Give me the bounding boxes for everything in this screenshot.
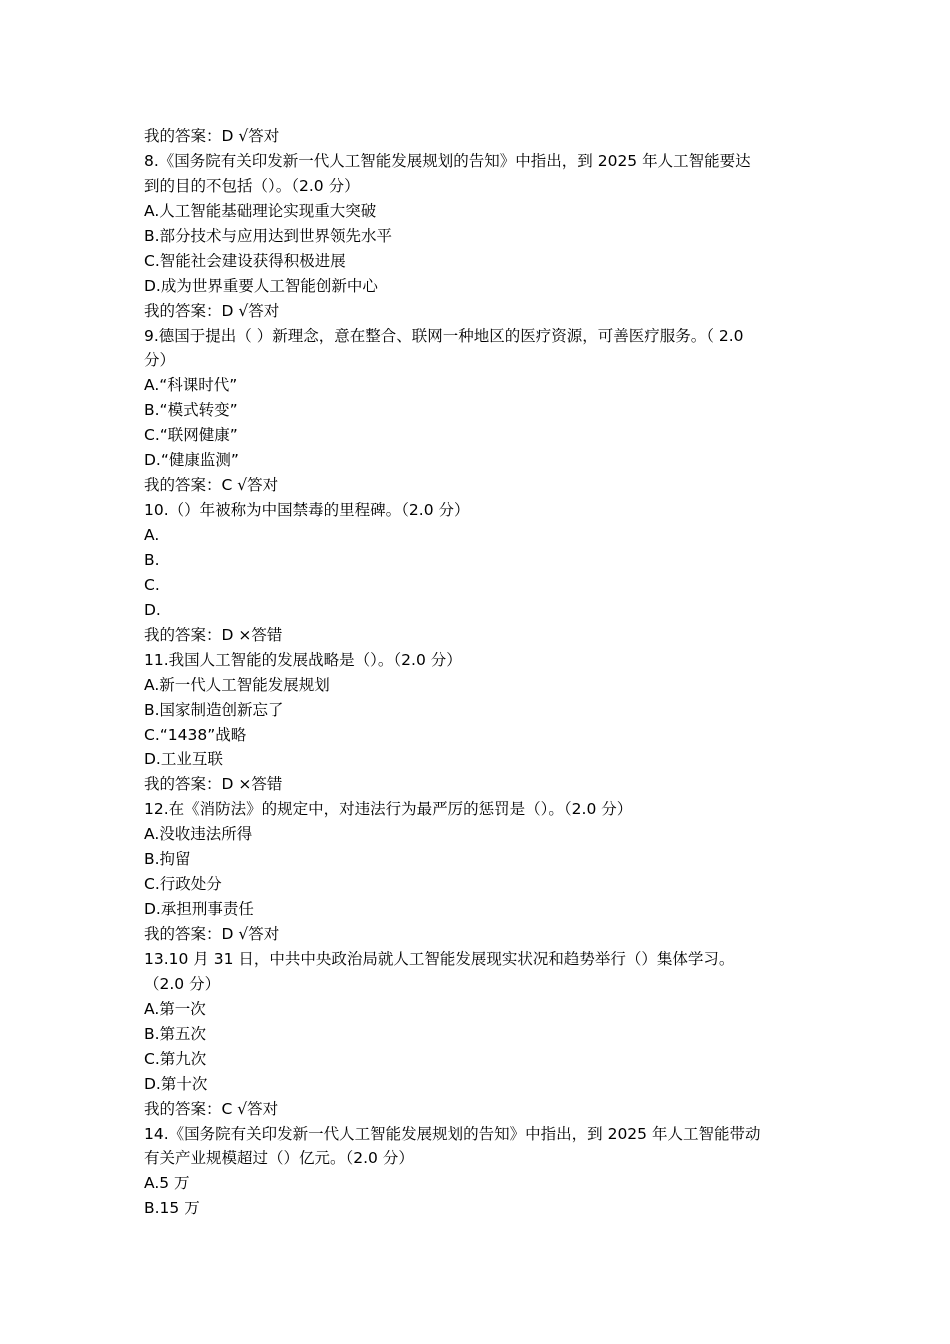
option-a: A.没收违法所得 bbox=[144, 825, 253, 844]
question-11-text: 11.我国人工智能的发展战略是（）。（2.0 分） bbox=[144, 650, 462, 669]
question-14-text-cont: 有关产业规模超过（）亿元。（2.0 分） bbox=[144, 1149, 414, 1168]
answer-line: 我的答案：C √答对 bbox=[144, 1099, 279, 1118]
option-a: A. bbox=[144, 526, 160, 544]
answer-line: 我的答案：D √答对 bbox=[144, 301, 280, 320]
option-d: D.工业互联 bbox=[144, 750, 223, 769]
answer-line: 我的答案：D ×答错 bbox=[144, 775, 283, 794]
question-9-text-cont: 分） bbox=[144, 351, 176, 370]
option-d: D. bbox=[144, 600, 161, 619]
option-d: D.承担刑事责任 bbox=[144, 900, 254, 919]
option-b: B.15 万 bbox=[144, 1199, 200, 1218]
option-b: B. bbox=[144, 550, 160, 569]
question-13-text-cont: （2.0 分） bbox=[144, 974, 221, 993]
question-14-text: 14.《国务院有关印发新一代人工智能发展规划的告知》中指出，到 2025 年人工智能带动 bbox=[144, 1124, 761, 1143]
answer-line: 我的答案：D √答对 bbox=[144, 925, 280, 943]
option-c: C.行政处分 bbox=[144, 875, 222, 894]
question-10-text: 10.（）年被称为中国禁毒的里程碑。（2.0 分） bbox=[144, 501, 470, 520]
option-b: B.第五次 bbox=[144, 1024, 207, 1043]
option-c: C.第九次 bbox=[144, 1049, 207, 1068]
option-c: C.“1438”战略 bbox=[144, 725, 247, 744]
option-a: A.“科课时代” bbox=[144, 376, 238, 395]
option-d: D.成为世界重要人工智能创新中心 bbox=[144, 276, 378, 295]
option-d: D.第十次 bbox=[144, 1074, 208, 1093]
option-b: B.部分技术与应用达到世界领先水平 bbox=[144, 226, 393, 245]
option-c: C.智能社会建设获得积极进展 bbox=[144, 251, 346, 270]
option-c: C. bbox=[144, 575, 160, 594]
option-c: C.“联网健康” bbox=[144, 426, 238, 445]
answer-line: 我的答案：D √答对 bbox=[144, 127, 280, 145]
option-b: B.拘留 bbox=[144, 850, 191, 869]
option-a: A.5 万 bbox=[144, 1174, 190, 1193]
option-b: B.“模式转变” bbox=[144, 401, 238, 420]
answer-line: 我的答案：D ×答错 bbox=[144, 625, 283, 644]
question-9-text: 9.德国于提出（ ）新理念，意在整合、联网一种地区的医疗资源，可善医疗服务。（ 2.0 bbox=[144, 326, 744, 345]
question-12-text: 12.在《消防法》的规定中，对违法行为最严厉的惩罚是（）。（2.0 分） bbox=[144, 800, 633, 819]
option-a: A.人工智能基础理论实现重大突破 bbox=[144, 201, 377, 220]
option-a: A.第一次 bbox=[144, 999, 206, 1018]
option-b: B.国家制造创新忘了 bbox=[144, 700, 284, 719]
option-a: A.新一代人工智能发展规划 bbox=[144, 675, 330, 694]
question-8-text: 8.《国务院有关印发新一代人工智能发展规划的告知》中指出，到 2025 年人工智能要达 bbox=[144, 151, 751, 170]
option-d: D.“健康监测” bbox=[144, 451, 239, 470]
question-13-text: 13.10 月 31 日，中共中央政治局就人工智能发展现实状况和趋势举行（）集体学习。 bbox=[144, 949, 735, 968]
answer-line: 我的答案：C √答对 bbox=[144, 476, 279, 495]
document-body bbox=[144, 124, 814, 1221]
question-8-text-cont: 到的目的不包括（）。（2.0 分） bbox=[144, 176, 360, 195]
